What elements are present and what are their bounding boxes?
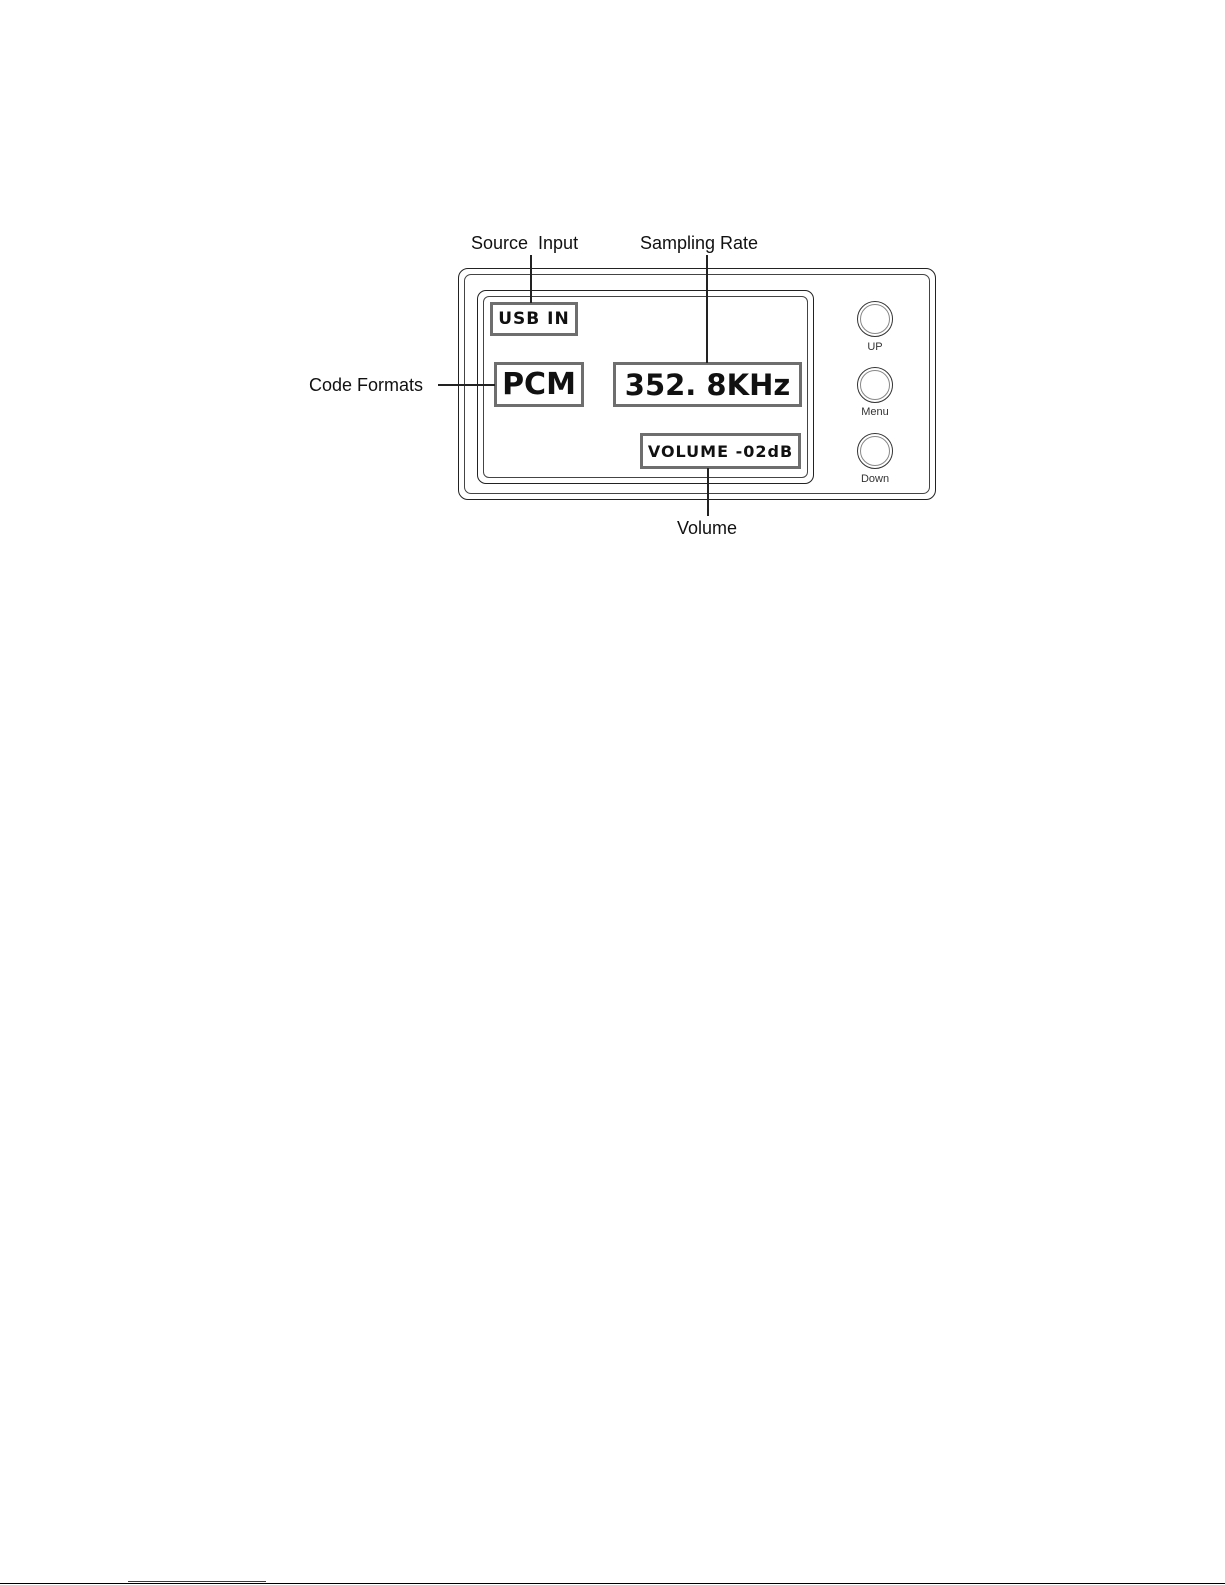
- leader-line-code-formats: [438, 384, 495, 386]
- menu-button[interactable]: [857, 367, 893, 403]
- sampling-rate-readout: 352. 8KHz: [613, 362, 802, 407]
- volume-readout: VOLUME -02dB: [640, 433, 801, 469]
- leader-line-source-input: [530, 255, 532, 303]
- code-format-readout: PCM: [494, 362, 584, 407]
- up-button[interactable]: [857, 301, 893, 337]
- leader-line-sampling-rate: [706, 255, 708, 363]
- up-button-label: UP: [867, 341, 883, 353]
- menu-button-label: Menu: [861, 406, 889, 418]
- callout-volume: Volume: [677, 518, 738, 538]
- footer-rule: [0, 1583, 1225, 1584]
- footer-link-underline[interactable]: [128, 1581, 266, 1582]
- callout-code-formats: Code Formats: [309, 375, 424, 395]
- down-button[interactable]: [857, 433, 893, 469]
- down-button-label: Down: [860, 473, 890, 485]
- callout-source-input: Source Input: [471, 233, 579, 253]
- callout-sampling-rate: Sampling Rate: [640, 233, 759, 253]
- source-input-readout: USB IN: [490, 302, 578, 336]
- leader-line-volume: [707, 468, 709, 516]
